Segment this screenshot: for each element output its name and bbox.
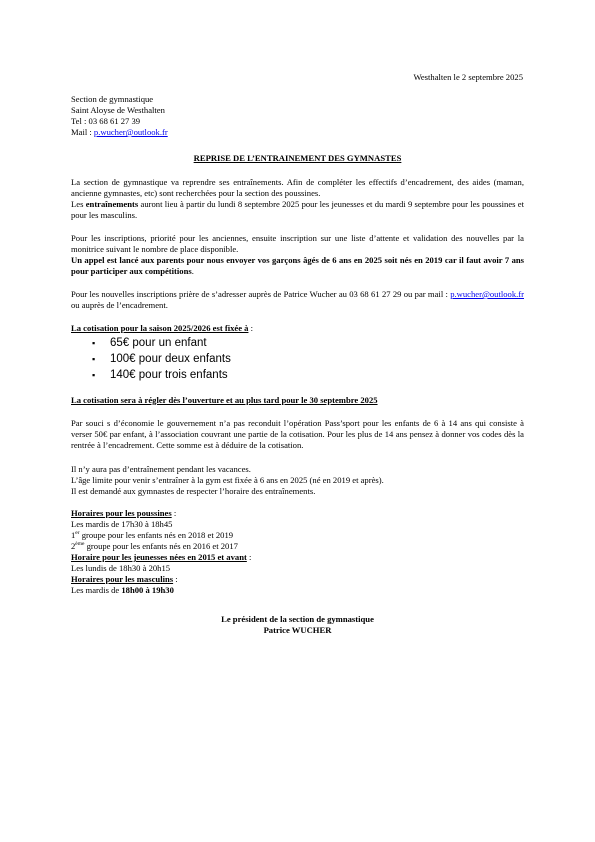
sender-line-2: Saint Aloyse de Westhalten: [71, 105, 165, 115]
text-segment: auront lieu à partir du lundi 8 septembre 2025 pour les jeunesses et du mardi 9 septembre pour les poussines et pour les masculins.: [71, 199, 524, 220]
superscript: ème: [75, 541, 85, 548]
bold-entrainements: entraînements: [85, 199, 139, 209]
paragraph-reprise-text: La section de gymnastique va reprendre ses entraînements. Afin de compléter les effectifs d’encadrement, des aides (maman, ancienne gymnastes, etc) sont recherchées pour la section des poussines.: [71, 177, 524, 198]
sender-mail-link[interactable]: p.wucher@outlook.fr: [93, 127, 168, 137]
cotisation-heading: [71, 323, 524, 334]
text-segment: Pour les nouvelles inscriptions prière de s’adresser auprès de Patrice Wucher au 03 68 61 27 29 ou par mail :: [71, 289, 451, 299]
schedule-group-2: [71, 541, 524, 552]
sender-mail: [71, 127, 524, 138]
price-one-child: 65€ pour un enfant: [110, 337, 207, 349]
paragraph-reprise: [71, 177, 524, 221]
text-segment: 1: [71, 530, 76, 540]
contact-mail-link[interactable]: p.wucher@outlook.fr: [450, 289, 524, 299]
text-segment: 18h00 à 19h30: [121, 585, 174, 595]
bullet-square-icon: ▪: [92, 338, 96, 348]
paragraph-pass-sport: Par souci s d’économie le gouvernement n’a pas reconduit l’opération Pass’sport pour les enfants de 6 à 14 ans qui consiste à verser 50€ par enfant, à l’association couvrant une partie de la cotisation. Pour les plus de 14 ans pensez à donner vos codes dès la rentrée à l’encadrement. Cette somme est à déduire de la cotisation.: [71, 418, 524, 450]
text-segment: Horaires pour les masculins: [71, 574, 174, 584]
text-segment: :: [171, 508, 177, 518]
paragraph-entrainements: [71, 199, 524, 221]
schedule-poussines-heading: [71, 508, 524, 519]
text-segment: .: [191, 266, 194, 276]
text-segment: ou auprès de l’encadrement.: [71, 300, 168, 310]
paragraph-nouvelles-inscriptions: [71, 289, 524, 311]
text-segment: :: [246, 552, 252, 562]
list-item: [92, 367, 231, 383]
paragraph-rules: [71, 464, 524, 497]
rule-age-limit: L’âge limite pour venir s’entraîner à la gym est fixée à 6 ans en 2025 (né en 2019 et après).: [71, 475, 384, 485]
superscript: er: [75, 530, 80, 537]
paragraph-inscriptions: [71, 233, 524, 277]
paragraph-appel-garcons: [71, 255, 524, 277]
text-segment: :: [248, 323, 253, 333]
sender-line-1: Section de gymnastique: [71, 94, 154, 104]
schedule-group-1: [71, 530, 524, 541]
cotisation-price-list: [92, 335, 231, 383]
text-segment: Les mardis de: [71, 585, 122, 595]
schedule-jeunesses-time: Les lundis de 18h30 à 20h15: [71, 563, 171, 573]
bullet-square-icon: ▪: [92, 354, 96, 364]
schedule-jeunesses-heading: [71, 552, 524, 563]
rule-horaire: Il est demandé aux gymnastes de respecter l’horaire des entraînements.: [71, 486, 316, 496]
text-segment: Un appel est lancé aux parents pour nous envoyer vos garçons âgés de 6 ans en 2025 soit nés en 2019 car il faut avoir 7 ans pour participer aux compétitions: [71, 255, 524, 276]
price-two-children: 100€ pour deux enfants: [110, 353, 231, 365]
text-segment: groupe pour les enfants nés en 2016 et 2017: [84, 541, 238, 551]
bullet-square-icon: ▪: [92, 370, 96, 380]
document-title: REPRISE DE L’ENTRAINEMENT DES GYMNASTES: [193, 153, 402, 163]
signature-title: Le président de la section de gymnastique: [221, 614, 374, 624]
sender-address: [71, 94, 524, 138]
signature-name: Patrice WUCHER: [263, 625, 332, 635]
price-three-children: 140€ pour trois enfants: [110, 369, 228, 381]
text-segment: Les: [71, 199, 86, 209]
schedule-poussines-time: Les mardis de 17h30 à 18h45: [71, 519, 173, 529]
text-segment: Horaires pour les poussines: [71, 508, 172, 518]
sender-mail-label: Mail :: [71, 127, 94, 137]
paragraph-inscriptions-text: Pour les inscriptions, priorité pour les anciennes, ensuite inscription sur une liste d’attente et validation des nouvelles par la monitrice suivant le nombre de place disponible.: [71, 233, 524, 254]
text-segment: :: [173, 574, 178, 584]
schedule-masculins-time: [71, 585, 524, 596]
signature-block: [71, 614, 524, 636]
list-item: [92, 351, 231, 367]
cotisation-heading-text: La cotisation pour la saison 2025/2026 est fixée à: [71, 323, 249, 333]
text-segment: 2: [71, 541, 76, 551]
text-segment: Horaire pour les jeunesses nées en 2015 et avant: [71, 552, 247, 562]
schedule-section: [71, 508, 524, 596]
schedule-masculins-heading: [71, 574, 524, 585]
cotisation-deadline: La cotisation sera à régler dès l’ouverture et au plus tard pour le 30 septembre 2025: [71, 395, 378, 405]
sender-phone: Tel : 03 68 61 27 39: [71, 116, 141, 126]
rule-vacances: Il n’y aura pas d’entraînement pendant les vacances.: [71, 464, 251, 474]
list-item: [92, 335, 231, 351]
text-segment: groupe pour les enfants nés en 2018 et 2019: [79, 530, 234, 540]
document-date: Westhalten le 2 septembre 2025: [413, 72, 523, 82]
